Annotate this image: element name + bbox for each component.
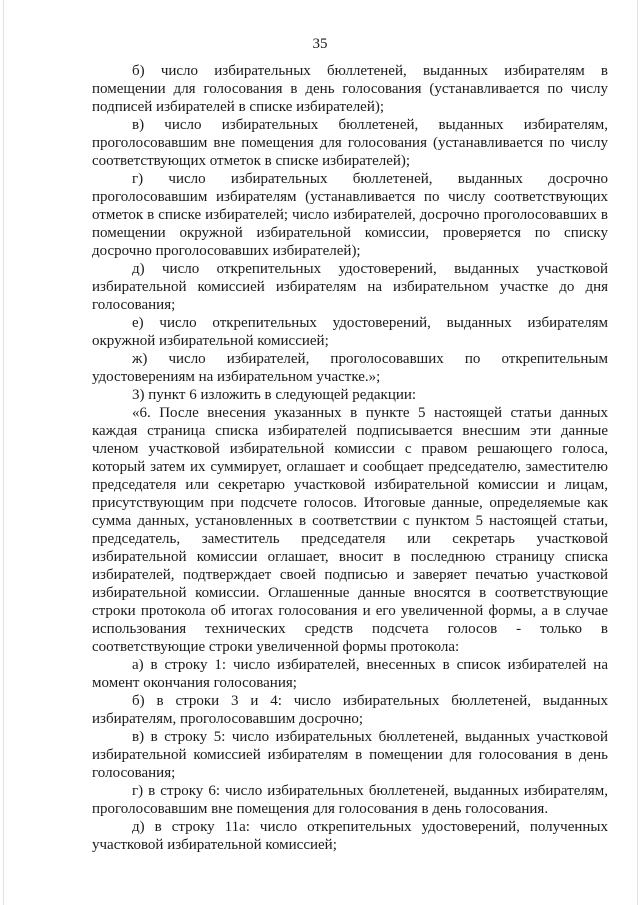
paragraph-item-b: б) число избирательных бюллетеней, выданных избирателям в помещении для голосования в день голосования (устанавливается по числу подписей избирателей в списке избирателей);	[92, 63, 608, 115]
paragraph-item-v: в) число избирательных бюллетеней, выданных избирателям, проголосовавшим вне помещения для голосования (устанавливается по числу соответствующих отметок в списке избирателей);	[92, 117, 608, 169]
paragraph-line-6: г) в строку 6: число избирательных бюллетеней, выданных избирателям, проголосовавшим вне помещения для голосования в день голосования.	[92, 783, 608, 817]
paragraph-item-e: е) число открепительных удостоверений, выданных избирателям окружной избирательной комиссией;	[92, 315, 608, 349]
paragraph-line-1: а) в строку 1: число избирателей, внесенных в список избирателей на момент окончания голосования;	[92, 657, 608, 691]
paragraph-amendment-3: 3) пункт 6 изложить в следующей редакции:	[132, 387, 417, 403]
page-number: 35	[312, 36, 328, 52]
scan-edge-left	[3, 0, 4, 905]
paragraph-item-g: г) число избирательных бюллетеней, выданных досрочно проголосовавшим избирателям (устанавливается по числу соответствующих отметок в списке избирателей; число избирателей, досрочно проголосовавших в помещении окружной избирательной комиссии, проверяется по списку досрочно проголосовавших избирателей);	[92, 171, 608, 259]
paragraph-item-d: д) число открепительных удостоверений, выданных участковой избирательной комиссией избирателям на избирательном участке до дня голосования;	[92, 261, 608, 313]
paragraph-point-6: «6. После внесения указанных в пункте 5 настоящей статьи данных каждая страница списка избирателей подписывается внесшим эти данные членом участковой избирательной комиссии с правом решающего голоса, который затем их суммирует, оглашает и сообщает председателю, заместителю председателя или секретарю участковой избирательной комиссии и лицам, присутствующим при подсчете голосов. Итоговые данные, определяемые как сумма данных, установленных в соответствии с пунктом 5 настоящей статьи, председатель, заместитель председателя или секретарь участковой избирательной комиссии оглашает, вносит в последнюю страницу списка избирателей, подтверждает своей подписью и заверяет печатью участковой избирательной комиссии. Оглашенные данные вносятся в соответствующие строки протокола об итогах голосования и его увеличенной формы, а в случае использования технических средств подсчета голосов - только в соответствующие строки увеличенной формы протокола:	[92, 405, 608, 655]
document-body	[92, 62, 608, 854]
paragraph-line-11a: д) в строку 11а: число открепительных удостоверений, полученных участковой избирательной комиссией;	[92, 819, 608, 853]
paragraph-lines-3-4: б) в строки 3 и 4: число избирательных бюллетеней, выданных избирателям, проголосовавшим досрочно;	[92, 693, 608, 727]
paragraph-item-zh: ж) число избирателей, проголосовавших по открепительным удостоверениям на избирательном участке.»;	[92, 351, 608, 385]
scan-edge-right	[637, 0, 638, 905]
paragraph-line-5: в) в строку 5: число избирательных бюллетеней, выданных участковой избирательной комиссией избирателям в помещении для голосования в день голосования;	[92, 729, 608, 781]
